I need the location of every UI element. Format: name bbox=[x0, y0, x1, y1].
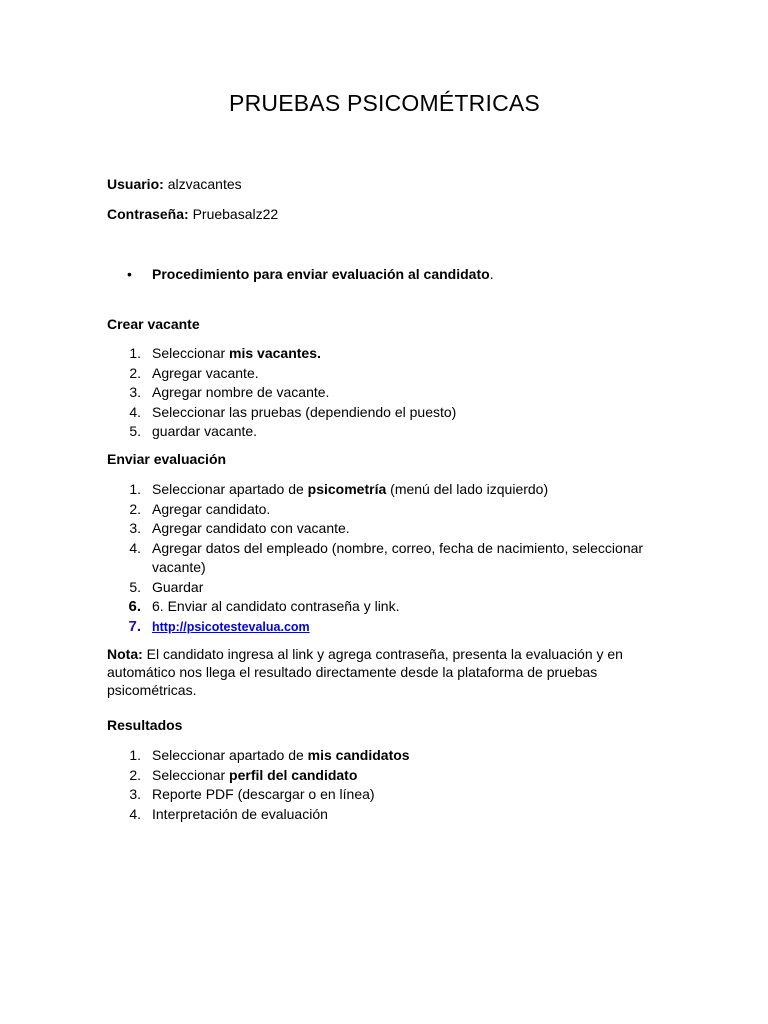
list-item bbox=[107, 364, 667, 384]
list-item-number: 1. bbox=[129, 747, 141, 763]
list-item bbox=[107, 746, 667, 766]
note-label: Nota: bbox=[107, 646, 143, 662]
list-item-text: Seleccionar apartado de bbox=[152, 747, 308, 763]
list-item-number: 1. bbox=[129, 345, 141, 361]
list-item-number: 4. bbox=[129, 805, 141, 822]
note-text: El candidato ingresa al link y agrega contraseña, presenta la evaluación y en automático nos llega el resultado directamente desde la plataforma de pruebas psicométricas. bbox=[107, 646, 623, 698]
user-line bbox=[107, 176, 242, 192]
list-item bbox=[107, 344, 667, 364]
list-item-emphasis: mis vacantes. bbox=[229, 345, 321, 361]
crear-vacante-heading: Crear vacante bbox=[107, 316, 200, 332]
list-item bbox=[107, 597, 667, 617]
list-item bbox=[107, 422, 667, 442]
list-item-number: 4. bbox=[129, 403, 141, 420]
list-item bbox=[107, 480, 667, 500]
list-item-number: 6. bbox=[128, 598, 141, 615]
list-item-text: Interpretación de evaluación bbox=[152, 805, 328, 822]
user-label: Usuario: bbox=[107, 176, 164, 192]
list-item-number: 3. bbox=[129, 520, 141, 536]
enviar-evaluacion-list bbox=[107, 480, 667, 637]
list-item-number: 4. bbox=[129, 539, 141, 556]
list-item-number: 5. bbox=[129, 578, 141, 595]
list-item-number: 5. bbox=[129, 423, 141, 439]
list-item-number: 1. bbox=[129, 481, 141, 497]
list-item-emphasis: psicometría bbox=[307, 481, 387, 497]
list-item-emphasis: mis candidatos bbox=[307, 747, 410, 763]
procedure-text: Procedimiento para enviar evaluación al candidato bbox=[152, 266, 490, 282]
list-item bbox=[107, 805, 667, 825]
resultados-list bbox=[107, 746, 667, 824]
enviar-evaluacion-heading: Enviar evaluación bbox=[107, 451, 227, 467]
password-line bbox=[107, 206, 278, 222]
list-item-text: 6. Enviar al candidato contraseña y link. bbox=[152, 598, 400, 614]
list-item-text-suffix: (menú del lado izquierdo) bbox=[386, 481, 549, 497]
note-paragraph bbox=[107, 645, 667, 699]
list-item bbox=[107, 403, 667, 423]
password-value: Pruebasalz22 bbox=[192, 206, 279, 222]
list-item-text: Guardar bbox=[152, 578, 204, 595]
list-item-emphasis: perfil del candidato bbox=[229, 766, 358, 783]
page-title: PRUEBAS PSICOMÉTRICAS bbox=[229, 90, 540, 116]
list-item-number: 3. bbox=[129, 384, 141, 400]
list-item-text: Seleccionar las pruebas (dependiendo el puesto) bbox=[152, 403, 457, 420]
list-item-text: Reporte PDF (descargar o en línea) bbox=[152, 786, 375, 802]
list-item-text: Seleccionar bbox=[152, 766, 230, 783]
list-item-number: 2. bbox=[129, 364, 141, 381]
procedure-period: . bbox=[489, 266, 494, 282]
list-item-text: Agregar candidato con vacante. bbox=[152, 520, 350, 536]
user-value: alzvacantes bbox=[167, 176, 242, 192]
list-item bbox=[107, 519, 667, 539]
list-item-text: guardar vacante. bbox=[152, 423, 258, 439]
bullet-icon: • bbox=[127, 266, 132, 282]
list-item-link bbox=[107, 617, 667, 638]
list-item bbox=[107, 500, 667, 520]
list-item-text: Seleccionar apartado de bbox=[152, 481, 308, 497]
list-item-number: 2. bbox=[129, 500, 141, 517]
list-item-text: Agregar vacante. bbox=[152, 364, 259, 381]
list-item-text: Agregar candidato. bbox=[152, 500, 271, 517]
list-item-text: Agregar datos del empleado (nombre, correo, fecha de nacimiento, seleccionar vacante) bbox=[152, 539, 644, 575]
resultados-heading: Resultados bbox=[107, 717, 183, 733]
list-item-number: 2. bbox=[129, 766, 141, 783]
list-item-text: Agregar nombre de vacante. bbox=[152, 384, 330, 400]
list-item bbox=[107, 539, 667, 578]
list-item bbox=[107, 578, 667, 598]
list-item bbox=[107, 785, 667, 805]
password-label: Contraseña: bbox=[107, 206, 189, 222]
list-item-number: 3. bbox=[129, 786, 141, 802]
list-item-number: 7. bbox=[128, 617, 141, 635]
list-item bbox=[107, 766, 667, 786]
list-item-text: Seleccionar bbox=[152, 345, 230, 361]
crear-vacante-list bbox=[107, 344, 667, 442]
psicotest-link[interactable]: http://psicotestevalua.com bbox=[152, 619, 310, 634]
list-item bbox=[107, 383, 667, 403]
